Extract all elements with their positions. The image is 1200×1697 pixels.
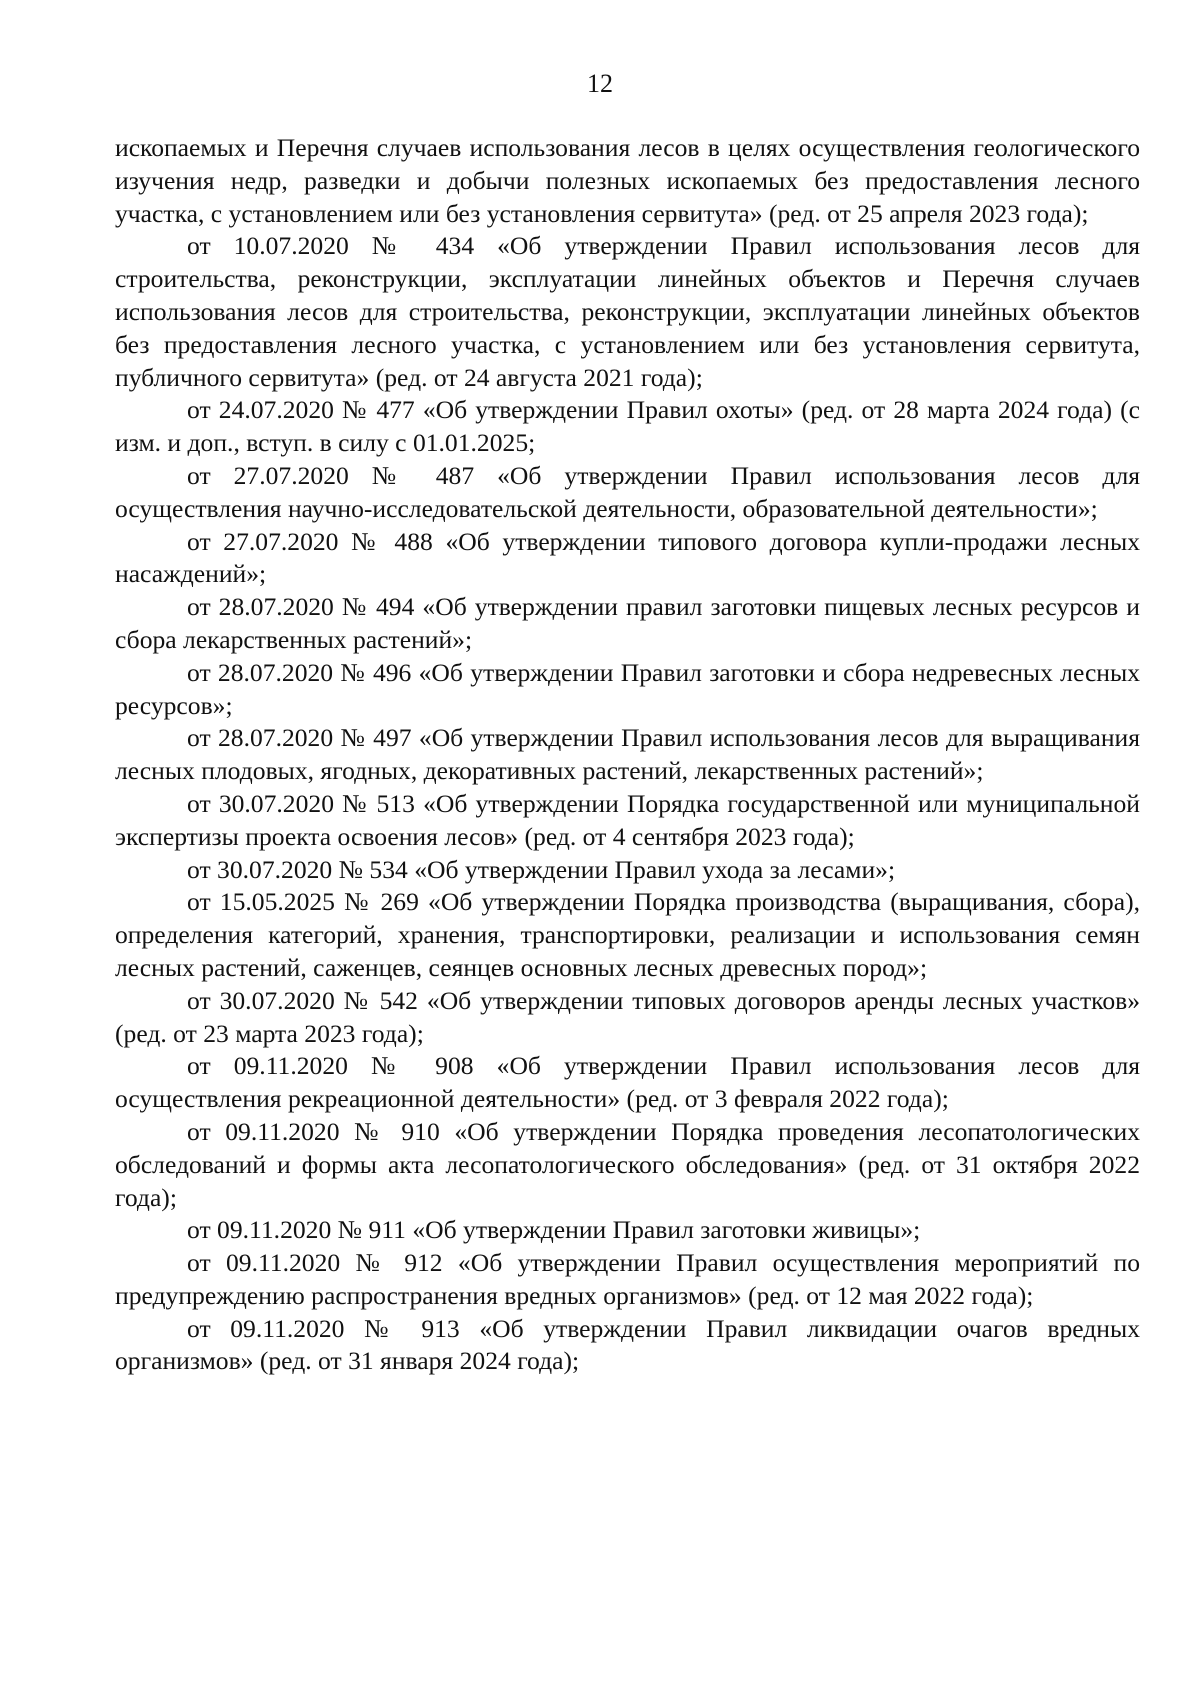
document-paragraph: от 15.05.2025 № 269 «Об утверждении Порядка производства (выращивания, сбора), определения категорий, хранения, транспортировки, реализации и использования семян лесных растений, саженцев, сеянцев основных лесных древесных пород»; xyxy=(115,887,1140,982)
document-body xyxy=(115,132,1140,1378)
document-paragraph: от 28.07.2020 № 494 «Об утверждении правил заготовки пищевых лесных ресурсов и сбора лекарственных растений»; xyxy=(115,592,1140,654)
document-paragraph: от 28.07.2020 № 496 «Об утверждении Правил заготовки и сбора недревесных лесных ресурсов»; xyxy=(115,657,1140,720)
document-paragraph: от 30.07.2020 № 513 «Об утверждении Порядка государственной или муниципальной экспертизы проекта освоения лесов» (ред. от 4 сентября 2023 года); xyxy=(115,788,1140,851)
document-paragraph: от 28.07.2020 № 497 «Об утверждении Правил использования лесов для выращивания лесных плодовых, ягодных, декоративных растений, лекарственных растений»; xyxy=(115,723,1140,786)
document-paragraph: от 30.07.2020 № 542 «Об утверждении типовых договоров аренды лесных участков» (ред. от 23 марта 2023 года); xyxy=(115,985,1140,1048)
document-paragraph: от 09.11.2020 № 908 «Об утверждении Правил использования лесов для осуществления рекреационной деятельности» (ред. от 3 февраля 2022 года); xyxy=(115,1051,1140,1114)
document-paragraph: от 30.07.2020 № 534 «Об утверждении Правил ухода за лесами»; xyxy=(187,854,896,884)
document-paragraph: от 27.07.2020 № 488 «Об утверждении типового договора купли-продажи лесных насаждений»; xyxy=(115,526,1140,589)
document-paragraph: от 09.11.2020 № 910 «Об утверждении Порядка проведения лесопатологических обследований и формы акта лесопатологического обследования» (ред. от 31 октября 2022 года); xyxy=(115,1116,1140,1212)
document-paragraph: от 09.11.2020 № 912 «Об утверждении Правил осуществления мероприятий по предупреждению распространения вредных организмов» (ред. от 12 мая 2022 года); xyxy=(115,1248,1140,1310)
document-paragraph: от 24.07.2020 № 477 «Об утверждении Правил охоты» (ред. от 28 марта 2024 года) (с изм. и доп., вступ. в силу с 01.01.2025; xyxy=(115,395,1140,458)
document-paragraph: от 10.07.2020 № 434 «Об утверждении Правил использования лесов для строительства, реконструкции, эксплуатации линейных объектов и Перечня случаев использования лесов для строительства, реконструкции, эксплуатации линейных объектов без предоставления лесного участка, с установлением или без установления сервитута, публичного сервитута» (ред. от 24 августа 2021 года); xyxy=(115,231,1140,392)
document-paragraph: от 09.11.2020 № 911 «Об утверждении Правил заготовки живицы»; xyxy=(187,1215,921,1245)
document-paragraph: от 27.07.2020 № 487 «Об утверждении Правил использования лесов для осуществления научно-исследовательской деятельности, образовательной деятельности»; xyxy=(115,460,1140,523)
document-paragraph: от 09.11.2020 № 913 «Об утверждении Правил ликвидации очагов вредных организмов» (ред. от 31 января 2024 года); xyxy=(115,1313,1140,1376)
document-paragraph: ископаемых и Перечня случаев использования лесов в целях осуществления геологического изучения недр, разведки и добычи полезных ископаемых без предоставления лесного участка, с установлением или без установления сервитута» (ред. от 25 апреля 2023 года); xyxy=(115,133,1140,228)
page-number: 12 xyxy=(587,69,613,98)
